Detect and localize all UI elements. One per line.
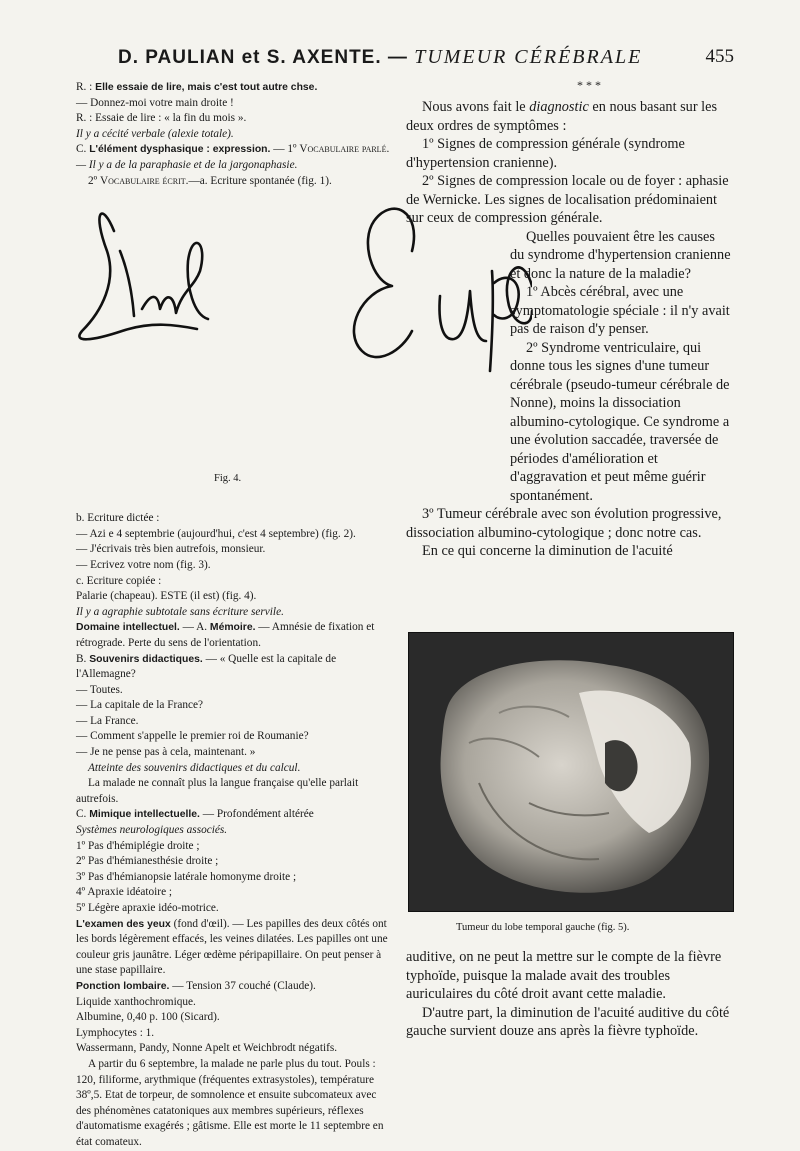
- paragraph: Wassermann, Pandy, Nonne Apelt et Weichbrodt négatifs.: [76, 1042, 338, 1055]
- paragraph: — Toutes.: [76, 683, 123, 696]
- figure-4-caption: Fig. 4.: [214, 473, 242, 485]
- paragraph: — La France.: [76, 714, 139, 727]
- paragraph: — Donnez-moi votre main droite !: [76, 96, 234, 109]
- figure-5-caption: Tumeur du lobe temporal gauche (fig. 5).: [456, 922, 630, 933]
- paragraph: Lymphocytes : 1.: [76, 1026, 155, 1039]
- paragraph: 2º Syndrome ventriculaire, qui donne tous les signes d'une tumeur cérébrale (pseudo-tumeur cérébrale de Nonne), moins la dissociation albumino-cytologique. Ce syndrome a une évolution saccadée, traversée de périodes d'amélioration et d'aggravation et peut même guérir spontanément.: [510, 339, 730, 504]
- right-column: [406, 80, 732, 561]
- paragraph: En ce qui concerne la diminution de l'acuité: [422, 543, 673, 559]
- paragraph: C. Mimique intellectuelle. — Profondément altérée: [76, 808, 314, 821]
- header-running-title: TUMEUR CÉRÉBRALE: [414, 46, 643, 68]
- handwriting-figure: [62, 191, 390, 509]
- paragraph: Albumine, 0,40 p. 100 (Sicard).: [76, 1011, 220, 1024]
- paragraph: Systèmes neurologiques associés.: [76, 824, 228, 837]
- paragraph: L'examen des yeux (fond d'œil). — Les papilles des deux côtés ont les bords légèrement effacés, les veines dilatées. Les papilles ont une couleur gris jaunâtre. Léger œdème péripapillaire. On peut penser à une stase papillaire.: [76, 917, 388, 977]
- paragraph: Nous avons fait le diagnostic en nous basant sur les deux ordres de symptômes :: [406, 99, 718, 134]
- paragraph: — Comment s'appelle le premier roi de Roumanie?: [76, 730, 309, 743]
- paragraph: — J'écrivais très bien autrefois, monsieur.: [76, 543, 266, 556]
- paragraph: R. : Essaie de lire : « la fin du mois ».: [76, 112, 247, 125]
- paragraph: Il y a agraphie subtotale sans écriture servile.: [76, 605, 284, 618]
- paragraph: 2º Signes de compression locale ou de foyer : aphasie de Wernicke. Les signes de localisation prédominaient sur ceux de compression générale.: [406, 173, 729, 226]
- paragraph: b. Ecriture dictée :: [76, 512, 160, 525]
- paragraph: Liquide xanthochromique.: [76, 995, 196, 1008]
- paragraph: — Ecrivez votre nom (fig. 3).: [76, 558, 211, 571]
- paragraph: 3º Tumeur cérébrale avec son évolution progressive, dissociation albumino-cytologique ; donc notre cas.: [406, 506, 722, 541]
- list-item: 5º Légère apraxie idéo-motrice.: [76, 902, 219, 914]
- paragraph: 1º Signes de compression générale (syndrome d'hypertension cranienne).: [406, 136, 685, 171]
- paragraph: Palarie (chapeau). ESTE (il est) (fig. 4).: [76, 590, 257, 603]
- paragraph: R. : Elle essaie de lire, mais c'est tout autre chse.: [76, 81, 318, 93]
- paragraph: D'autre part, la diminution de l'acuité auditive du côté gauche survient douze ans après la fièvre typhoïde.: [406, 1004, 730, 1039]
- list-item: 1º Pas d'hémiplégie droite ;: [76, 839, 200, 852]
- paragraph: — Azi e 4 septembrie (aujourd'hui, c'est 4 septembre) (fig. 2).: [76, 527, 356, 540]
- paragraph: C. L'élément dysphasique : expression. — 1º Vocabulaire parlé. — Il y a de la paraphasie et de la jargonaphasie.: [76, 143, 390, 171]
- paragraph: — La capitale de la France?: [76, 699, 204, 712]
- paragraph: Ponction lombaire. — Tension 37 couché (Claude).: [76, 979, 316, 992]
- paragraph: auditive, on ne peut la mettre sur le compte de la fièvre typhoïde, puisque la malade avait des troubles auriculaires du côté droit avant cette maladie.: [406, 949, 722, 1002]
- paragraph: — Je ne pense pas à cela, maintenant. »: [76, 746, 256, 759]
- paragraph: La malade ne connaît plus la langue française qu'elle parlait autrefois.: [76, 777, 359, 805]
- section-separator: * * *: [577, 78, 601, 92]
- svg-text:Eupe: Eupe: [62, 191, 65, 193]
- brain-tumor-photo: [408, 632, 734, 912]
- page-number: 455: [705, 46, 734, 67]
- paragraph: 2º Vocabulaire écrit.—a. Ecriture spontanée (fig. 1).: [88, 174, 332, 187]
- list-item: 2º Pas d'hémianesthésie droite ;: [76, 855, 219, 868]
- paragraph: 1º Abcès cérébral, avec une symptomatologie spéciale : il n'y avait pas de raison d'y penser.: [510, 284, 730, 337]
- paragraph: Quelles pouvaient être les causes du syndrome d'hypertension cranienne et donc la nature de la maladie?: [510, 228, 731, 282]
- running-header: [0, 46, 800, 76]
- list-item: 3º Pas d'hémianopsie latérale homonyme droite ;: [76, 870, 297, 883]
- header-authors: D. PAULIAN et S. AXENTE.: [118, 47, 382, 68]
- paragraph: Il y a cécité verbale (alexie totale).: [76, 127, 234, 140]
- paragraph: B. Souvenirs didactiques. — « Quelle est la capitale de l'Allemagne?: [76, 652, 337, 681]
- header-title: D. PAULIAN et S. AXENTE. — TUMEUR CÉRÉBRALE: [118, 46, 643, 68]
- paragraph: A partir du 6 septembre, la malade ne parle plus du tout. Pouls : 120, filiforme, arythmique (fréquentes extrasystoles), température 38º,5. Etat de torpeur, de somnolence et ensuite subcomateux avec des phénomènes catatoniques aux membres supérieurs, réflexes d'automatisme exagérés ; gâtisme. Elle est morte le 11 septembre en état comateux.: [76, 1057, 384, 1148]
- paragraph: Domaine intellectuel. — A. Mémoire. — Amnésie de fixation et rétrograde. Perte du sens de l'orientation.: [76, 621, 375, 649]
- list-item: 4º Apraxie idéatoire ;: [76, 886, 173, 899]
- paragraph: Atteinte des souvenirs didactiques et du calcul.: [88, 761, 301, 774]
- left-column: [62, 80, 390, 1151]
- paragraph: c. Ecriture copiée :: [76, 574, 162, 587]
- right-column-continued: [406, 948, 732, 1041]
